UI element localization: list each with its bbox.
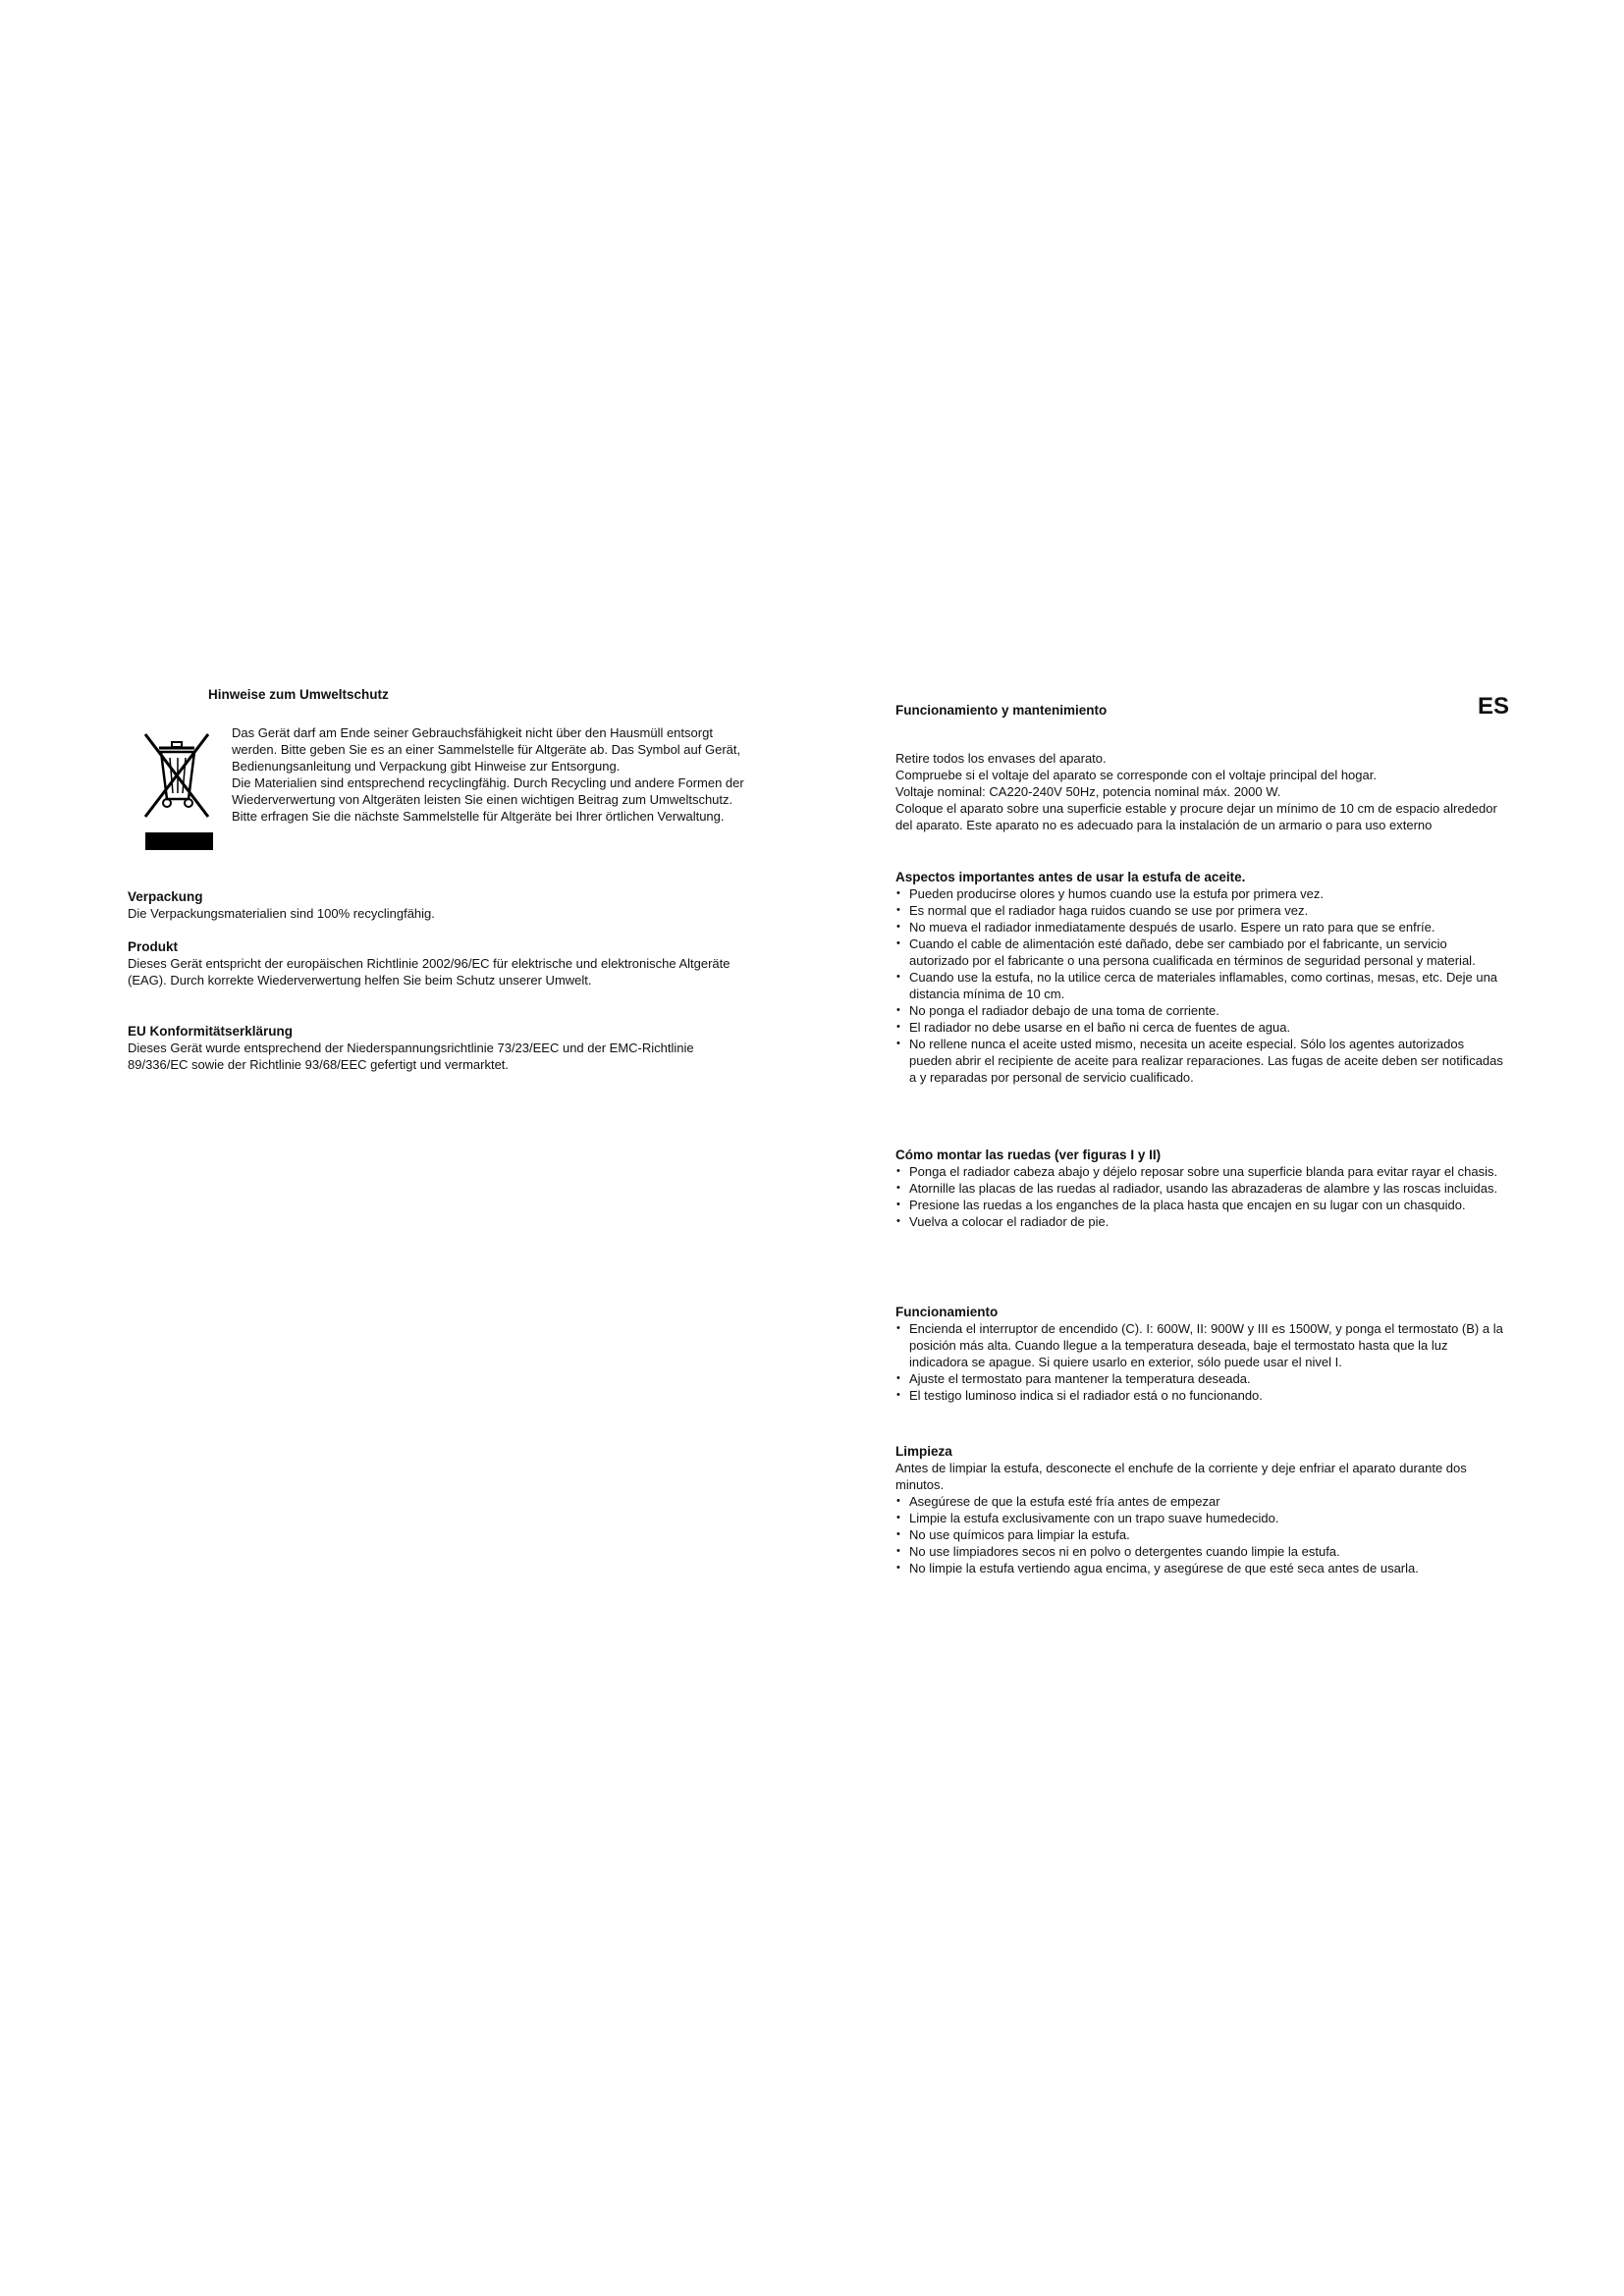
umwelt-paragraph-2: Die Materialien sind entsprechend recyclingfähig. Durch Recycling und andere Formen der Wiederverwertung von Altgeräten leisten Sie einen wichtigen Beitrag zum Umweltschutz. Bitte erfragen Sie die nächste Sammelstelle für Altgeräte bei Ihrer örtlichen Verwaltung.: [232, 775, 744, 824]
aspectos-heading: Aspectos importantes antes de usar la estufa de aceite.: [895, 870, 1246, 884]
limpieza-list: [895, 1493, 1509, 1576]
funcionamiento-list: [895, 1320, 1509, 1404]
weee-crossed-bin-icon-svg: [137, 726, 216, 834]
list-item: • Ponga el radiador cabeza abajo y déjelo reposar sobre una superficie blanda para evitar rayar el chasis.: [895, 1163, 1509, 1180]
list-item: • No mueva el radiador inmediatamente después de usarlo. Espere un rato para que se enfríe.: [895, 919, 1509, 935]
language-code: ES: [1477, 693, 1509, 720]
limpieza-intro: Antes de limpiar la estufa, desconecte el enchufe de la corriente y deje enfriar el aparato durante dos minutos.: [895, 1461, 1467, 1492]
umwelt-paragraph-1: Das Gerät darf am Ende seiner Gebrauchsfähigkeit nicht über den Hausmüll entsorgt werden. Bitte geben Sie es an einer Sammelstelle für Altgeräte ab. Das Symbol auf Gerät, Bedienungsanleitung und Verpackung gibt Hinweise zur Entsorgung.: [232, 725, 741, 774]
eu-heading: EU Konformitätserklärung: [128, 1024, 294, 1039]
ruedas-section: [895, 1147, 1509, 1230]
list-item: • Encienda el interruptor de encendido (C). I: 600W, II: 900W y III es 1500W, y ponga el termostato (B) a la posición más alta. Cuando llegue a la temperatura deseada, baje el termostato hasta que la luz indicadora se apague. Si quiere usarlo en exterior, sólo puede usar el nivel I.: [895, 1320, 1509, 1370]
list-item: • Pueden producirse olores y humos cuando use la estufa por primera vez.: [895, 885, 1509, 902]
list-item: • Es normal que el radiador haga ruidos cuando se use por primera vez.: [895, 902, 1509, 919]
list-item: • No ponga el radiador debajo de una toma de corriente.: [895, 1002, 1509, 1019]
eu-text: Dieses Gerät wurde entsprechend der Niederspannungsrichtlinie 73/23/EEC und der EMC-Richtlinie 89/336/EC sowie der Richtlinie 93/68/EEC gefertigt und vermarktet.: [128, 1041, 694, 1072]
list-item: • Limpie la estufa exclusivamente con un trapo suave humedecido.: [895, 1510, 1509, 1526]
umwelt-heading: Hinweise zum Umweltschutz: [208, 687, 389, 702]
list-item: • El testigo luminoso indica si el radiador está o no funcionando.: [895, 1387, 1509, 1404]
right-title-row: [895, 693, 1509, 724]
eu-konformitaet-section: [128, 1023, 756, 1073]
list-item: • No limpie la estufa vertiendo agua encima, y asegúrese de que esté seca antes de usarla.: [895, 1560, 1509, 1576]
umwelt-text-block: [232, 724, 752, 825]
list-item: • Vuelva a colocar el radiador de pie.: [895, 1213, 1509, 1230]
list-item: • No use limpiadores secos ni en polvo o detergentes cuando limpie la estufa.: [895, 1543, 1509, 1560]
intro-line: Compruebe si el voltaje del aparato se corresponde con el voltaje principal del hogar.: [895, 768, 1377, 782]
produkt-text: Dieses Gerät entspricht der europäischen Richtlinie 2002/96/EC für elektrische und elektronische Altgeräte (EAG). Durch korrekte Wiederverwertung helfen Sie beim Schutz unserer Umwelt.: [128, 956, 731, 988]
produkt-heading: Produkt: [128, 939, 179, 954]
ruedas-list: [895, 1163, 1509, 1230]
intro-line: Voltaje nominal: CA220-240V 50Hz, potencia nominal máx. 2000 W.: [895, 784, 1281, 799]
list-item: • Presione las ruedas a los enganches de la placa hasta que encajen en su lugar con un chasquido.: [895, 1197, 1509, 1213]
weee-black-bar: [145, 832, 213, 850]
funcionamiento-section: [895, 1304, 1509, 1404]
produkt-section: [128, 938, 756, 988]
verpackung-heading: Verpackung: [128, 889, 203, 904]
list-item: • No rellene nunca el aceite usted mismo, necesita un aceite especial. Sólo los agentes autorizados pueden abrir el recipiente de aceite para realizar reparaciones. Las fugas de aceite deben ser notificadas a y reparadas por personal de servicio cualificado.: [895, 1036, 1509, 1086]
limpieza-heading: Limpieza: [895, 1444, 952, 1459]
list-item: • Cuando el cable de alimentación esté dañado, debe ser cambiado por el fabricante, un servicio autorizado por el fabricante o una persona cualificada en términos de seguridad personal y material.: [895, 935, 1509, 969]
limpieza-section: [895, 1443, 1509, 1576]
intro-section: [895, 750, 1509, 833]
aspectos-list: [895, 885, 1509, 1086]
list-item: • Cuando use la estufa, no la utilice cerca de materiales inflamables, como cortinas, mesas, etc. Deje una distancia mínima de 10 cm.: [895, 969, 1509, 1002]
funcionamiento-heading: Funcionamiento: [895, 1305, 999, 1319]
intro-line: Coloque el aparato sobre una superficie estable y procure dejar un mínimo de 10 cm de espacio alrededor del aparato. Este aparato no es adecuado para la instalación de un armario o para uso externo: [895, 801, 1497, 832]
list-item: • Asegúrese de que la estufa esté fría antes de empezar: [895, 1493, 1509, 1510]
page-title: Funcionamiento y mantenimiento: [895, 703, 1108, 718]
list-item: • Atornille las placas de las ruedas al radiador, usando las abrazaderas de alambre y las roscas incluidas.: [895, 1180, 1509, 1197]
list-item: • El radiador no debe usarse en el baño ni cerca de fuentes de agua.: [895, 1019, 1509, 1036]
list-item: • Ajuste el termostato para mantener la temperatura deseada.: [895, 1370, 1509, 1387]
aspectos-section: [895, 869, 1509, 1086]
ruedas-heading: Cómo montar las ruedas (ver figuras I y II): [895, 1148, 1162, 1162]
verpackung-section: [128, 888, 756, 922]
verpackung-text: Die Verpackungsmaterialien sind 100% recyclingfähig.: [128, 906, 435, 921]
list-item: • No use químicos para limpiar la estufa.: [895, 1526, 1509, 1543]
intro-line: Retire todos los envases del aparato.: [895, 751, 1107, 766]
